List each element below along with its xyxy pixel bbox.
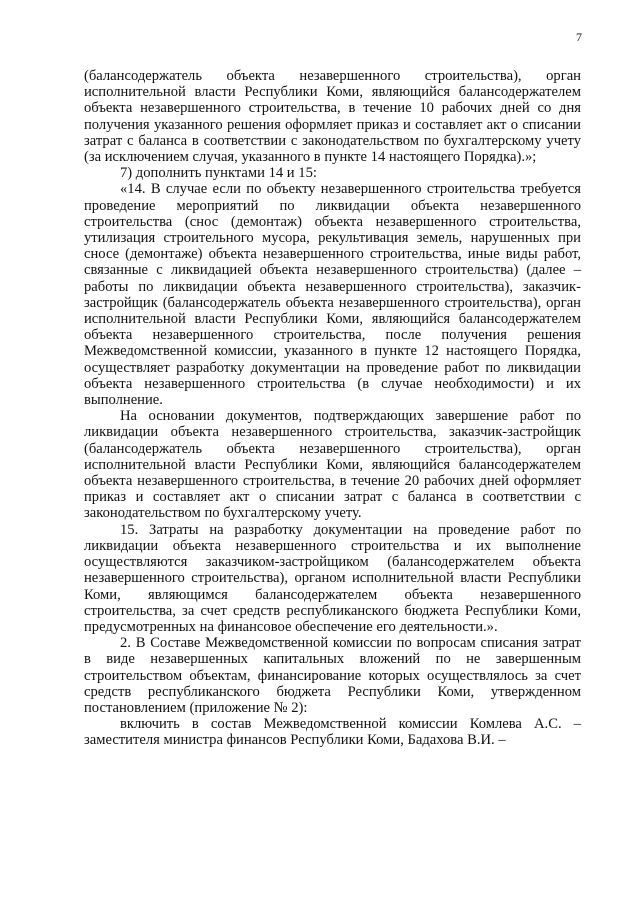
document-body xyxy=(84,68,581,749)
paragraph-6: 2. В Составе Межведомственной комиссии по вопросам списания затрат в виде незавершенных капитальных вложений по не завершенным строительством объектам, финансирование которых осуществлялось за счет средств республиканского бюджета Республики Коми, утвержденном постановлением (приложение № 2): xyxy=(84,635,581,716)
paragraph-5: 15. Затраты на разработку документации на проведение работ по ликвидации объекта незавершенного строительства и их выполнение осуществляются заказчиком-застройщиком (балансодержателем объекта незавершенного строительства), органом исполнительной власти Республики Коми, являющимся балансодержателем объекта незавершенного строительства, за счет средств республиканского бюджета Республики Коми, предусмотренных на финансовое обеспечение его деятельности.». xyxy=(84,521,581,635)
paragraph-2: 7) дополнить пунктами 14 и 15: xyxy=(120,165,317,182)
page-number: 7 xyxy=(576,30,582,44)
paragraph-1: (балансодержатель объекта незавершенного строительства), орган исполнительной власти Республики Коми, являющийся балансодержателем объекта незавершенного строительства, в течение 10 рабочих дней со дня получения указанного решения оформляет приказ и составляет акт о списании затрат с баланса в соответствии с законодательством по бухгалтерскому учету (за исключением случая, указанного в пункте 14 настоящего Порядка).»; xyxy=(84,68,581,166)
paragraph-3: «14. В случае если по объекту незавершенного строительства требуется проведение мероприятий по ликвидации объекта незавершенного строительства (снос (демонтаж) объекта незавершенного строительства, утилизация строительного мусора, рекультивация земель, нарушенных при сносе (демонтаже) объекта незавершенного строительства, иные виды работ, связанные с ликвидацией объекта незавершенного строительства) (далее – работы по ликвидации объекта незавершенного строительства), заказчик-застройщик (балансодержатель объекта незавершенного строительства), орган исполнительной власти Республики Коми, являющийся балансодержателем объекта незавершенного строительства, после получения решения Межведомственной комиссии, указанного в пункте 12 настоящего Порядка, осуществляет разработку документации на проведение работ по ликвидации объекта незавершенного строительства (в случае необходимости) и их выполнение. xyxy=(84,181,581,409)
paragraph-4: На основании документов, подтверждающих завершение работ по ликвидации объекта незавершенного строительства, заказчик-застройщик (балансодержатель объекта незавершенного строительства), орган исполнительной власти Республики Коми, являющийся балансодержателем объекта незавершенного строительства, в течение 20 рабочих дней оформляет приказ и составляет акт о списании затрат с баланса в соответствии с законодательством по бухгалтерскому учету. xyxy=(84,408,581,522)
paragraph-7: включить в состав Межведомственной комиссии Комлева А.С. – заместителя министра финансов Республики Коми, Бадахова В.И. – xyxy=(84,716,581,749)
